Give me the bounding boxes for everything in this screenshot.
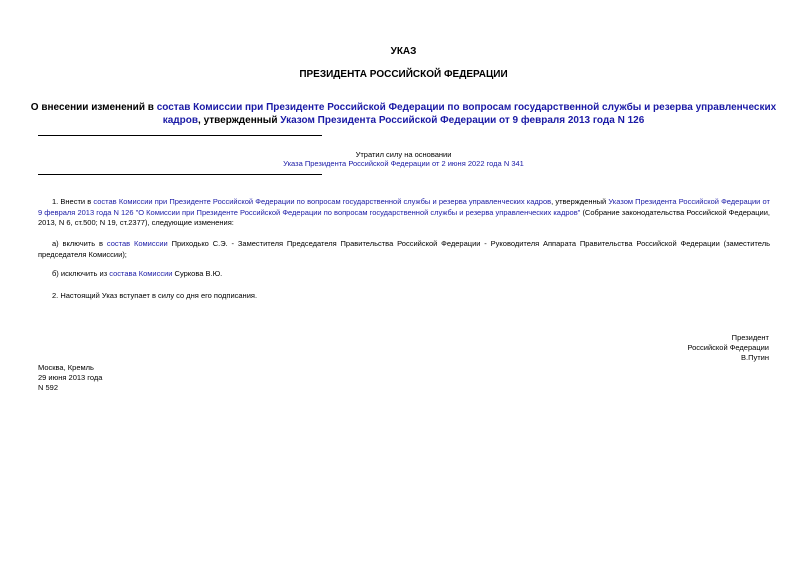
p1-decree-link[interactable]: Указом Президента Российской Федерации от 9 февраля 2013 года N 126 "О Комиссии при Президенте Российской Федерации по вопросам государственной службы и резерва управленческих кадров" (38, 197, 770, 217)
signature-country: Российской Федерации (687, 343, 769, 352)
paragraph-2b (38, 269, 770, 280)
divider-bottom (38, 174, 322, 175)
date: 29 июня 2013 года (38, 373, 103, 382)
p1-composition-link[interactable]: состав Комиссии при Президенте Российской Федерации по вопросам государственной службы и резерва управленческих кадров (93, 197, 552, 206)
signature-block (687, 333, 769, 363)
decree-number: N 592 (38, 383, 59, 392)
place-date-block (38, 363, 102, 393)
paragraph-2a (38, 239, 770, 260)
doc-subject (30, 101, 777, 127)
p1-text-b: , утвержденный (551, 197, 609, 206)
p3-text-b: Суркова В.Ю. (172, 269, 223, 278)
subject-text-a: О внесении изменений в (30, 102, 157, 113)
p2-text-b: Приходько С.Э. - Заместителя Председателя Правительства Российской Федерации - Руководителя Аппарата Правительства Российской Федерации (заместитель председателя Комиссии); (38, 239, 770, 259)
p2-composition-link[interactable]: состав Комиссии (106, 239, 168, 248)
doc-type-title: УКАЗ (390, 46, 417, 57)
p2-text-a: а) включить в (52, 239, 107, 248)
place: Москва, Кремль (38, 363, 94, 372)
signature-position: Президент (731, 333, 769, 342)
commission-composition-link[interactable]: состав Комиссии при Президенте Российской Федерации по вопросам государственной службы и резерва управленческих кадров (156, 102, 777, 126)
p3-text-a: б) исключить из (52, 269, 110, 278)
paragraph-3: 2. Настоящий Указ вступает в силу со дня его подписания. (52, 291, 258, 300)
issuer-title: ПРЕЗИДЕНТА РОССИЙСКОЙ ФЕДЕРАЦИИ (299, 69, 508, 80)
subject-text-b: , утвержденный (198, 115, 281, 126)
decree-341-link[interactable]: Указа Президента Российской Федерации от 2 июня 2022 года N 341 (283, 159, 524, 168)
paragraph-1 (38, 197, 770, 229)
p1-text-a: 1. Внести в (52, 197, 94, 206)
decree-126-link[interactable]: Указом Президента Российской Федерации от 9 февраля 2013 года N 126 (280, 115, 645, 126)
p1-text-c: (Собрание законодательства Российской Федерации, 2013, N 6, ст.500; N 19, ст.2377), следующие изменения: (38, 207, 770, 227)
repeal-link-line (0, 159, 807, 168)
divider-top (38, 135, 322, 136)
repeal-notice: Утратил силу на основании (355, 150, 452, 159)
p3-composition-link[interactable]: состава Комиссии (109, 269, 173, 278)
signature-name: В.Путин (741, 353, 769, 362)
